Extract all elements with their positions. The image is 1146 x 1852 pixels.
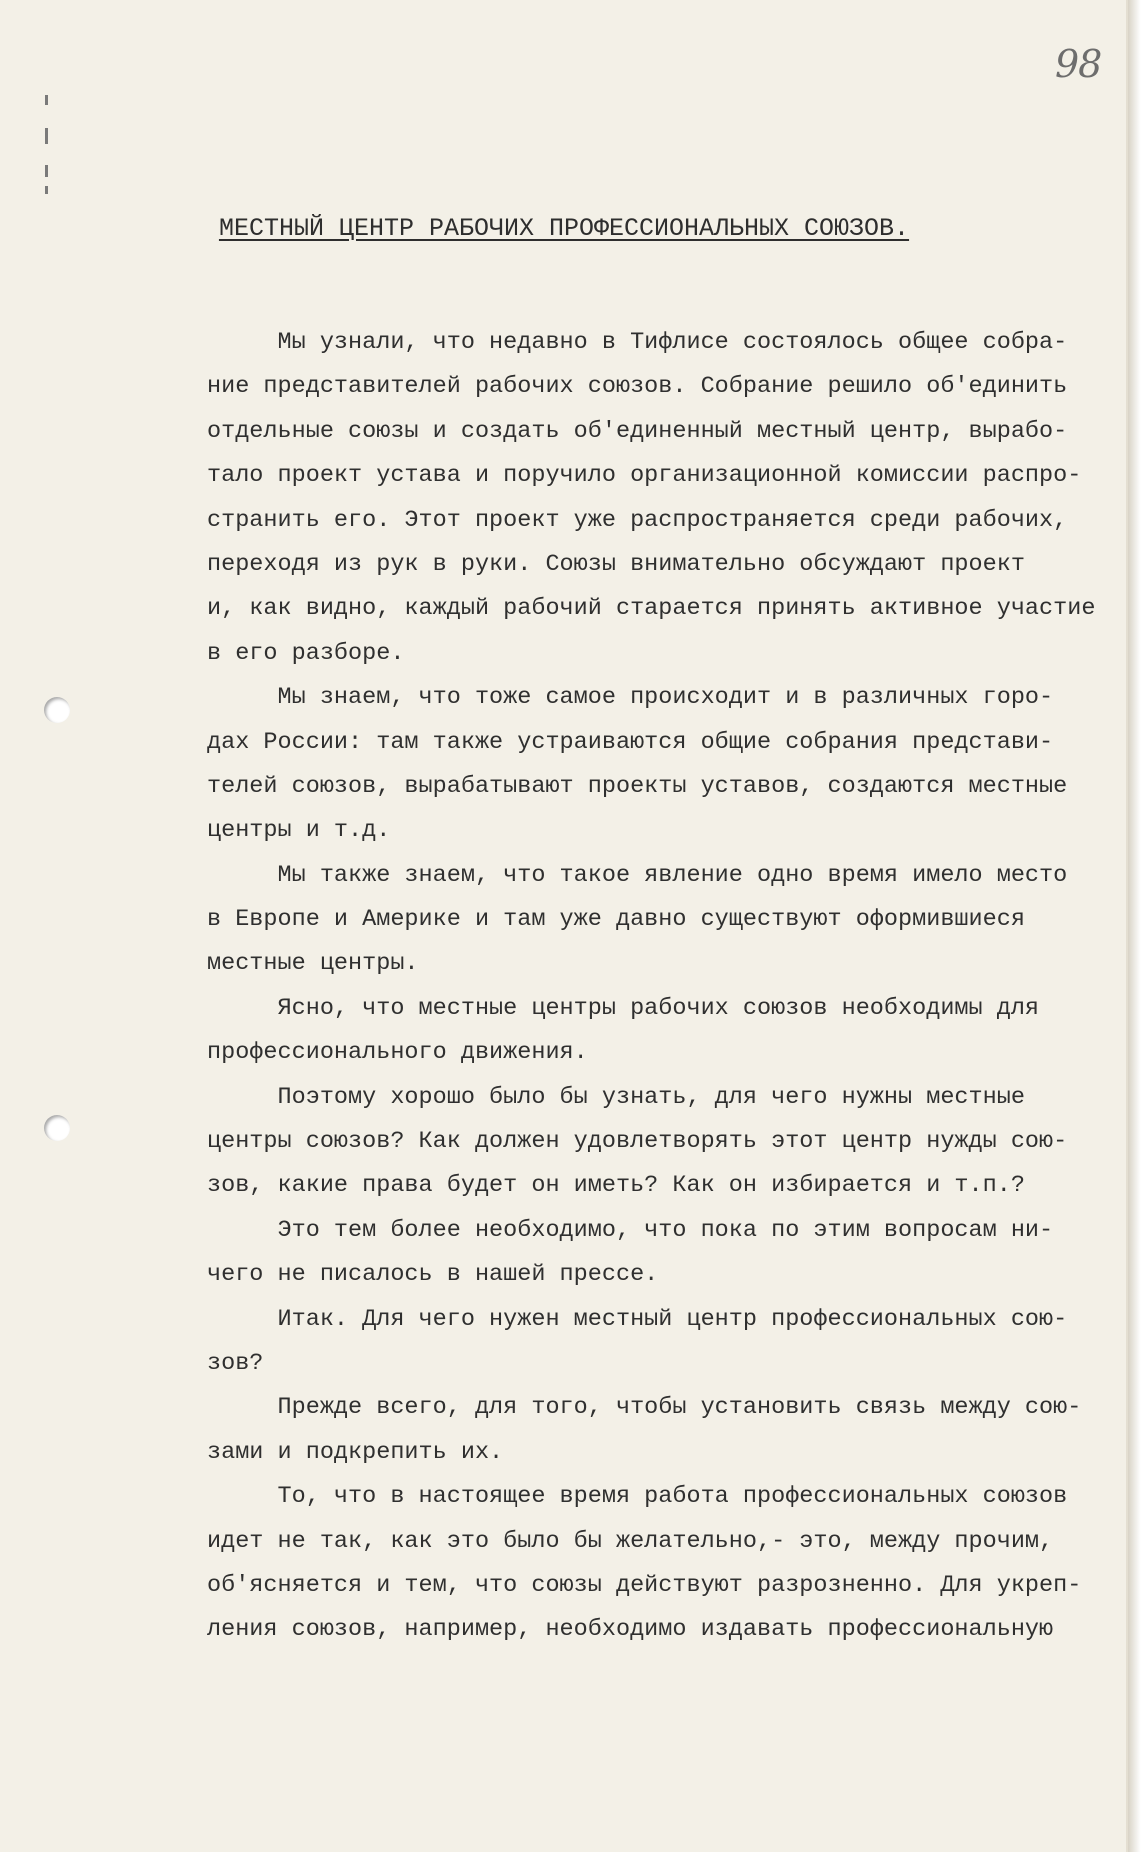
text-line: в его разборе. (207, 639, 405, 667)
text-line: дах России: там также устраиваются общие собрания представи- (207, 728, 1054, 756)
text-line: Мы узнали, что недавно в Тифлисе состоялось общее собра- (207, 329, 1068, 356)
text-line: ние представителей рабочих союзов. Собрание решило об'единить (207, 373, 1068, 401)
text-line: и, как видно, каждый рабочий старается принять активное участие (207, 595, 1096, 623)
page-number: 98 (1055, 42, 1102, 86)
page-edge (1128, 0, 1146, 1852)
punch-hole (44, 697, 70, 723)
margin-mark (45, 95, 48, 105)
text-line: центры союзов? Как должен удовлетворять этот центр нужды сою- (207, 1128, 1068, 1156)
text-line: странить его. Этот проект уже распространяется среди рабочих, (207, 506, 1068, 534)
text-line: Мы также знаем, что такое явление одно время имело место (207, 861, 1068, 889)
text-line: телей союзов, вырабатывают проекты уставов, создаются местные (207, 772, 1068, 800)
text-line: Это тем более необходимо, что пока по этим вопросам ни- (207, 1216, 1054, 1244)
margin-mark (45, 128, 48, 144)
text-line: ления союзов, например, необходимо издавать профессиональную (207, 1616, 1054, 1644)
text-line: зов, какие права будет он иметь? Как он избирается и т.п.? (207, 1172, 1025, 1200)
text-line: Мы знаем, что тоже самое происходит и в различных горо- (207, 684, 1054, 712)
text-line: Поэтому хорошо было бы узнать, для чего нужны местные (207, 1083, 1025, 1111)
text-line: переходя из рук в руки. Союзы внимательно обсуждают проект (207, 550, 1025, 578)
text-line: Ясно, что местные центры рабочих союзов необходимы для (207, 994, 1040, 1022)
text-line: Прежде всего, для того, чтобы установить связь между сою- (207, 1394, 1082, 1422)
text-line: профессионального движения. (207, 1039, 588, 1067)
text-line: чего не писалось в нашей прессе. (207, 1261, 659, 1289)
document-title: МЕСТНЫЙ ЦЕНТР РАБОЧИХ ПРОФЕССИОНАЛЬНЫХ СОЮЗОВ. (218, 214, 910, 243)
text-line: центры и т.д. (207, 817, 391, 845)
text-line: Итак. Для чего нужен местный центр профессиональных сою- (207, 1305, 1068, 1333)
text-line: То, что в настоящее время работа профессиональных союзов (207, 1483, 1068, 1511)
margin-mark (45, 186, 48, 194)
punch-hole (44, 1115, 70, 1141)
margin-mark (45, 165, 48, 177)
text-line: местные центры. (207, 950, 419, 978)
text-line: зов? (207, 1349, 264, 1377)
text-line: тало проект устава и поручило организационной комиссии распро- (207, 462, 1082, 490)
text-line: в Европе и Америке и там уже давно существуют оформившиеся (207, 906, 1025, 934)
text-line: идет не так, как это было бы желательно,- это, между прочим, (207, 1527, 1054, 1555)
text-line: зами и подкрепить их. (207, 1438, 504, 1466)
text-line: об'ясняется и тем, что союзы действуют разрозненно. Для укреп- (207, 1571, 1082, 1599)
text-line: отдельные союзы и создать об'единенный местный центр, вырабо- (207, 417, 1068, 445)
document-body (207, 321, 1127, 1653)
